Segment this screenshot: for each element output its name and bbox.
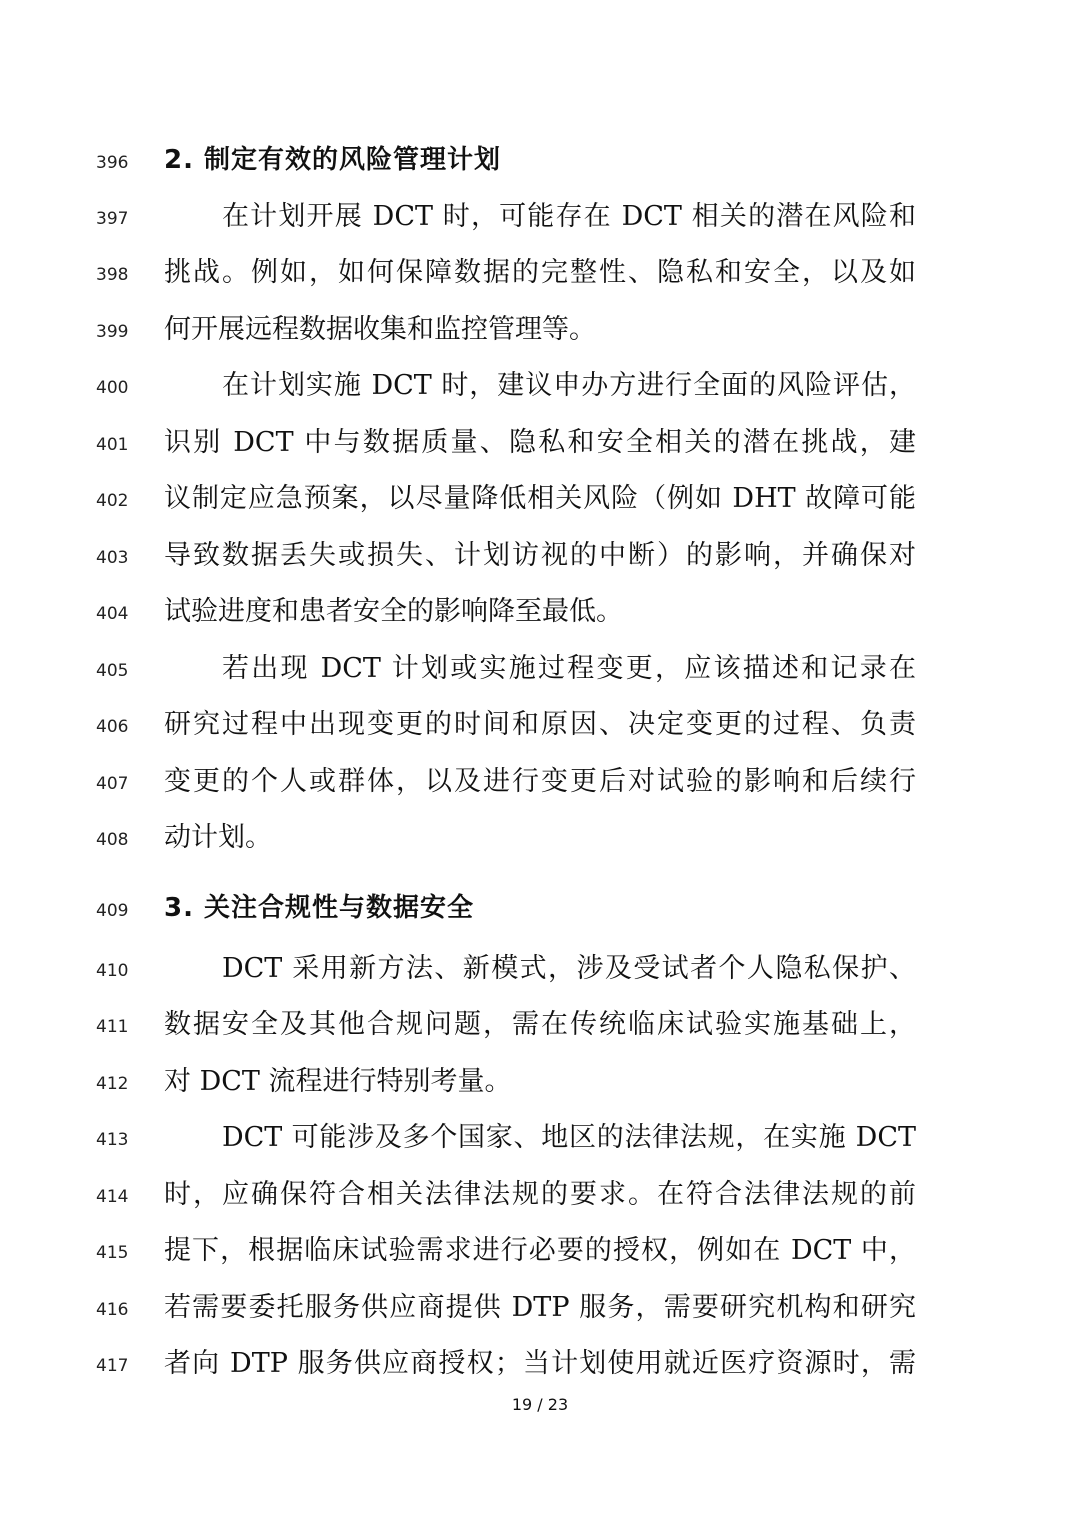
paragraph-text: DCT 可能涉及多个国家、地区的法律法规，在实施 DCT — [222, 1122, 916, 1153]
text-line — [0, 429, 1080, 485]
section-heading: 3. 关注合规性与数据安全 — [164, 893, 475, 923]
paragraph-text: 若需要委托服务供应商提供 DTP 服务，需要研究机构和研究 — [164, 1292, 916, 1323]
line-number: 410 — [96, 961, 129, 981]
paragraph-text: 变更的个人或群体，以及进行变更后对试验的影响和后续行 — [164, 766, 916, 797]
text-line — [0, 1237, 1080, 1293]
text-line — [0, 655, 1080, 711]
paragraph-text: 识别 DCT 中与数据质量、隐私和安全相关的潜在挑战，建 — [164, 427, 916, 458]
text-line — [0, 316, 1080, 372]
line-number: 399 — [96, 322, 129, 342]
line-number: 405 — [96, 661, 129, 681]
paragraph-text: 试验进度和患者安全的影响降至最低。 — [164, 596, 623, 627]
paragraph-text: 数据安全及其他合规问题，需在传统临床试验实施基础上， — [164, 1009, 916, 1040]
paragraph-text: 若出现 DCT 计划或实施过程变更，应该描述和记录在 — [222, 653, 916, 684]
line-number: 398 — [96, 265, 129, 285]
line-number: 402 — [96, 491, 129, 511]
text-line — [0, 1124, 1080, 1180]
line-number: 414 — [96, 1187, 129, 1207]
paragraph-text: 在计划开展 DCT 时，可能存在 DCT 相关的潜在风险和 — [222, 201, 916, 232]
line-number: 401 — [96, 435, 129, 455]
line-number: 400 — [96, 378, 129, 398]
paragraph-text: DCT 采用新方法、新模式，涉及受试者个人隐私保护、 — [222, 953, 916, 984]
text-line — [0, 1068, 1080, 1124]
line-number: 396 — [96, 153, 129, 173]
paragraph-text: 者向 DTP 服务供应商授权；当计划使用就近医疗资源时，需 — [164, 1348, 916, 1379]
text-line — [0, 1181, 1080, 1237]
paragraph-text: 何开展远程数据收集和监控管理等。 — [164, 314, 596, 345]
text-line — [0, 542, 1080, 598]
line-number: 415 — [96, 1243, 129, 1263]
paragraph-text: 导致数据丢失或损失、计划访视的中断）的影响，并确保对 — [164, 540, 916, 571]
line-number: 416 — [96, 1300, 129, 1320]
heading-line — [0, 147, 1080, 203]
text-line — [0, 598, 1080, 654]
line-number: 403 — [96, 548, 129, 568]
text-line — [0, 1011, 1080, 1067]
line-number: 412 — [96, 1074, 129, 1094]
line-number: 404 — [96, 604, 129, 624]
line-number: 411 — [96, 1017, 129, 1037]
paragraph-text: 对 DCT 流程进行特别考量。 — [164, 1066, 512, 1097]
text-line — [0, 1294, 1080, 1350]
text-line — [0, 203, 1080, 259]
line-number: 408 — [96, 830, 129, 850]
text-line — [0, 259, 1080, 315]
paragraph-text: 动计划。 — [164, 822, 272, 853]
text-line — [0, 824, 1080, 880]
text-line — [0, 485, 1080, 541]
text-line — [0, 955, 1080, 1011]
text-line — [0, 768, 1080, 824]
line-number: 406 — [96, 717, 129, 737]
line-number: 407 — [96, 774, 129, 794]
paragraph-text: 提下，根据临床试验需求进行必要的授权，例如在 DCT 中， — [164, 1235, 916, 1266]
section-heading: 2. 制定有效的风险管理计划 — [164, 145, 502, 175]
paragraph-text: 时，应确保符合相关法律法规的要求。在符合法律法规的前 — [164, 1179, 916, 1210]
paragraph-text: 挑战。例如，如何保障数据的完整性、隐私和安全，以及如 — [164, 257, 916, 288]
paragraph-text: 研究过程中出现变更的时间和原因、决定变更的过程、负责 — [164, 709, 916, 740]
line-number: 397 — [96, 209, 129, 229]
paragraph-text: 在计划实施 DCT 时，建议申办方进行全面的风险评估， — [222, 370, 916, 401]
heading-line — [0, 895, 1080, 951]
page-number-footer: 19 / 23 — [511, 1395, 569, 1414]
text-line — [0, 711, 1080, 767]
text-line — [0, 372, 1080, 428]
line-number: 409 — [96, 901, 129, 921]
line-number: 413 — [96, 1130, 129, 1150]
line-number: 417 — [96, 1356, 129, 1376]
paragraph-text: 议制定应急预案，以尽量降低相关风险（例如 DHT 故障可能 — [164, 483, 916, 514]
